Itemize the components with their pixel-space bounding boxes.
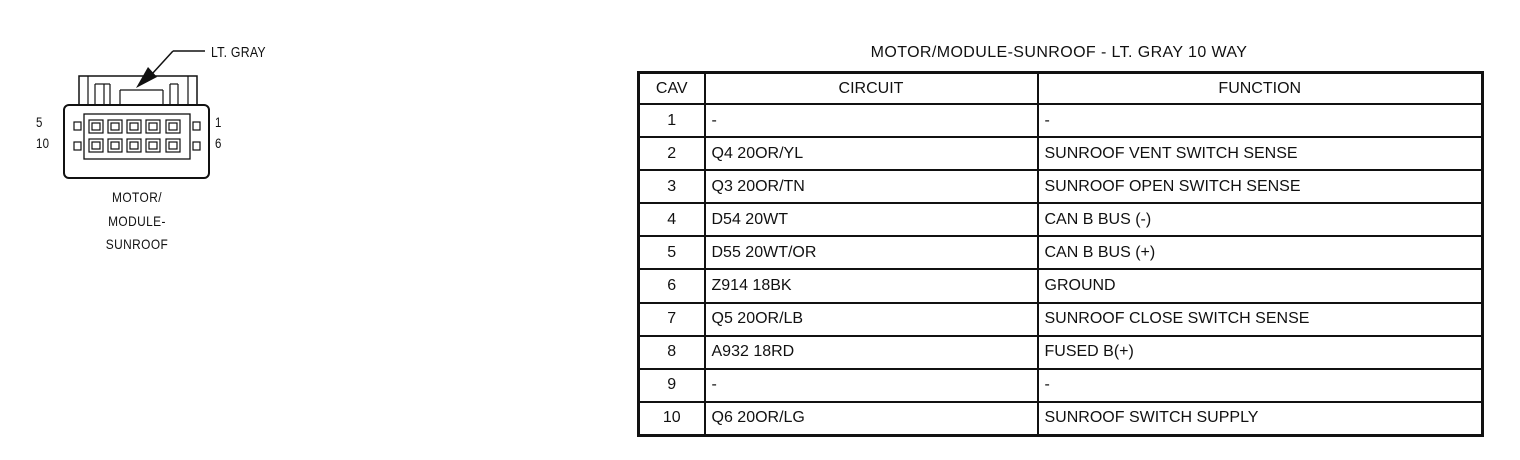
cav-cell: 7 bbox=[639, 303, 705, 336]
function-cell: FUSED B(+) bbox=[1038, 336, 1483, 369]
circuit-cell: - bbox=[705, 104, 1038, 137]
function-cell: SUNROOF VENT SWITCH SENSE bbox=[1038, 137, 1483, 170]
connector-color-label: LT. GRAY bbox=[211, 44, 266, 61]
function-cell: SUNROOF OPEN SWITCH SENSE bbox=[1038, 170, 1483, 203]
circuit-cell: D54 20WT bbox=[705, 203, 1038, 236]
circuit-cell: Z914 18BK bbox=[705, 269, 1038, 302]
connector-caption-line: MOTOR/ bbox=[112, 189, 162, 205]
cav-cell: 3 bbox=[639, 170, 705, 203]
pin-label-bottom-left: 10 bbox=[36, 135, 50, 151]
function-cell: GROUND bbox=[1038, 269, 1483, 302]
cav-cell: 10 bbox=[639, 402, 705, 436]
table-row bbox=[639, 402, 1483, 436]
cav-cell: 9 bbox=[639, 369, 705, 402]
connector-caption-line: SUNROOF bbox=[105, 236, 169, 252]
circuit-cell: A932 18RD bbox=[705, 336, 1038, 369]
cav-cell: 5 bbox=[639, 236, 705, 269]
circuit-cell: D55 20WT/OR bbox=[705, 236, 1038, 269]
table-row bbox=[639, 203, 1483, 236]
table-row bbox=[639, 236, 1483, 269]
function-cell: CAN B BUS (-) bbox=[1038, 203, 1483, 236]
header-function: FUNCTION bbox=[1038, 73, 1483, 105]
table-row bbox=[639, 336, 1483, 369]
header-circuit: CIRCUIT bbox=[705, 73, 1038, 105]
table-row bbox=[639, 369, 1483, 402]
table-row bbox=[639, 137, 1483, 170]
cav-cell: 6 bbox=[639, 269, 705, 302]
circuit-cell: Q5 20OR/LB bbox=[705, 303, 1038, 336]
table-row bbox=[639, 303, 1483, 336]
connector-diagram bbox=[0, 0, 600, 460]
cav-cell: 2 bbox=[639, 137, 705, 170]
cav-cell: 1 bbox=[639, 104, 705, 137]
pin-label-bottom-right: 6 bbox=[215, 135, 222, 151]
pin-label-top-right: 1 bbox=[215, 114, 222, 130]
function-cell: SUNROOF CLOSE SWITCH SENSE bbox=[1038, 303, 1483, 336]
table-row bbox=[639, 104, 1483, 137]
connector-caption-line: MODULE- bbox=[108, 213, 166, 229]
circuit-cell: Q3 20OR/TN bbox=[705, 170, 1038, 203]
header-cav: CAV bbox=[639, 73, 705, 105]
circuit-cell: - bbox=[705, 369, 1038, 402]
cav-cell: 8 bbox=[639, 336, 705, 369]
table-title: MOTOR/MODULE-SUNROOF - LT. GRAY 10 WAY bbox=[870, 44, 1248, 61]
table-row bbox=[639, 269, 1483, 302]
connector-drawing bbox=[0, 0, 600, 460]
table-row bbox=[639, 170, 1483, 203]
cav-cell: 4 bbox=[639, 203, 705, 236]
function-cell: CAN B BUS (+) bbox=[1038, 236, 1483, 269]
function-cell: - bbox=[1038, 104, 1483, 137]
function-cell: SUNROOF SWITCH SUPPLY bbox=[1038, 402, 1483, 436]
pin-label-top-left: 5 bbox=[36, 114, 43, 130]
circuit-cell: Q6 20OR/LG bbox=[705, 402, 1038, 436]
pointer-arrow bbox=[136, 67, 157, 88]
pinout-table bbox=[637, 71, 1484, 437]
function-cell: - bbox=[1038, 369, 1483, 402]
circuit-cell: Q4 20OR/YL bbox=[705, 137, 1038, 170]
table-header-row bbox=[639, 73, 1483, 105]
